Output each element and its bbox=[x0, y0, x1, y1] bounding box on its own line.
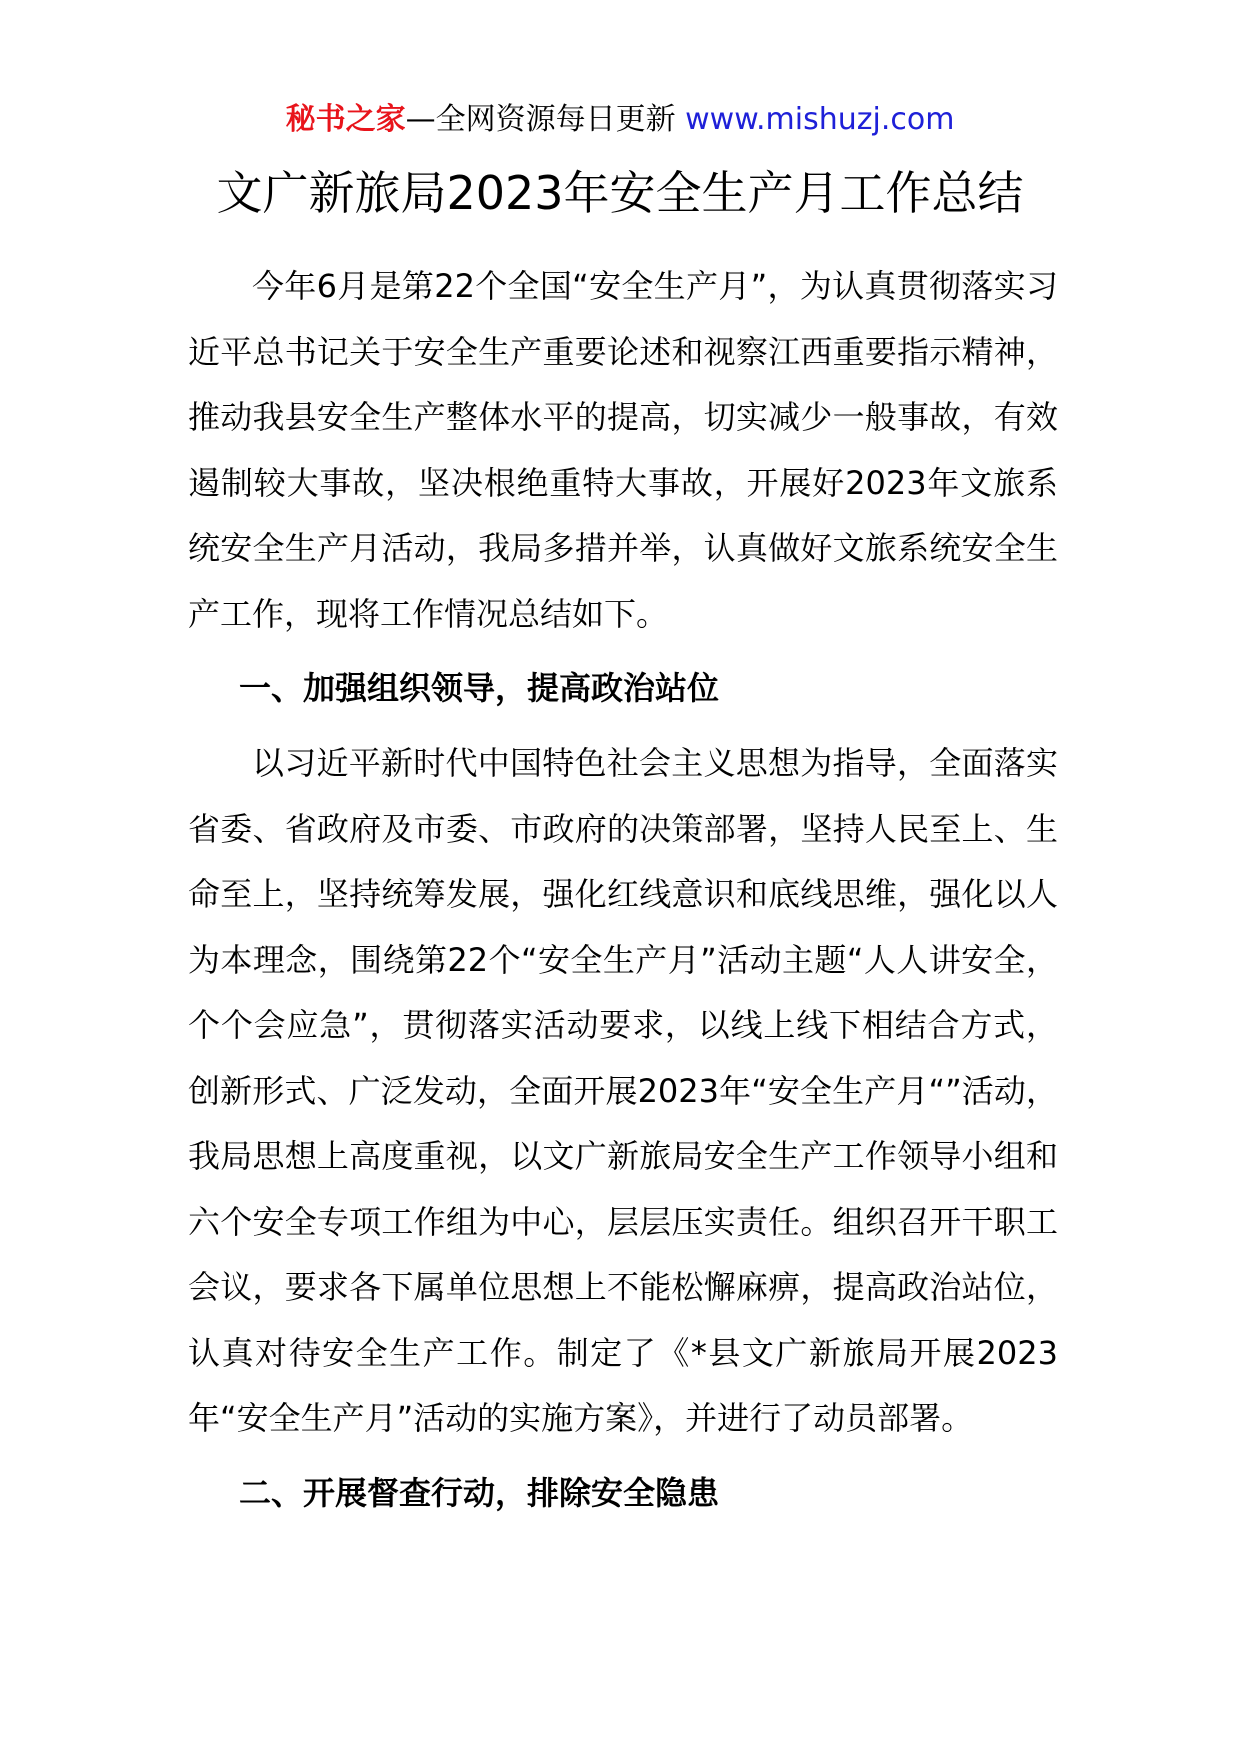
section-1-paragraph: 以习近平新时代中国特色社会主义思想为指导，全面落实省委、省政府及市委、市政府的决策部署，坚持人民至上、生命至上，坚持统筹发展，强化红线意识和底线思维，强化以人为本理念，围绕第22个“安全生产月”活动主题“人人讲安全，个个会应急”，贯彻落实活动要求，以线上线下相结合方式，创新形式、广泛发动，全面开展2023年“安全生产月“”活动，我局思想上高度重视，以文广新旅局安全生产工作领导小组和六个安全专项工作组为中心，层层压实责任。组织召开干职工会议，要求各下属单位思想上不能松懈麻痹，提高政治站位，认真对待安全生产工作。制定了《*县文广新旅局开展2023年“安全生产月”活动的实施方案》，并进行了动员部署。 bbox=[188, 744, 1058, 1437]
site-url-link[interactable]: www.mishuzj.com bbox=[685, 102, 955, 137]
section-1-heading: 一、加强组织领导，提高政治站位 bbox=[239, 669, 720, 707]
document-body bbox=[188, 254, 1058, 1536]
document-title: 文广新旅局2023年安全生产月工作总结 bbox=[216, 166, 1024, 220]
site-tagline: —全网资源每日更新 bbox=[405, 102, 676, 137]
section-2-heading: 二、开展督查行动，排除安全隐患 bbox=[239, 1473, 720, 1512]
site-brand: 秘书之家 bbox=[285, 102, 406, 137]
intro-paragraph: 今年6月是第22个全国“安全生产月”，为认真贯彻落实习近平总书记关于安全生产重要论述和视察江西重要指示精神，推动我县安全生产整体水平的提高，切实减少一般事故，有效遏制较大事故，坚决根绝重特大事故，开展好2023年文旅系统安全生产月活动，我局多措并举，认真做好文旅系统安全生产工作，现将工作情况总结如下。 bbox=[188, 267, 1058, 633]
site-header bbox=[0, 100, 1240, 140]
